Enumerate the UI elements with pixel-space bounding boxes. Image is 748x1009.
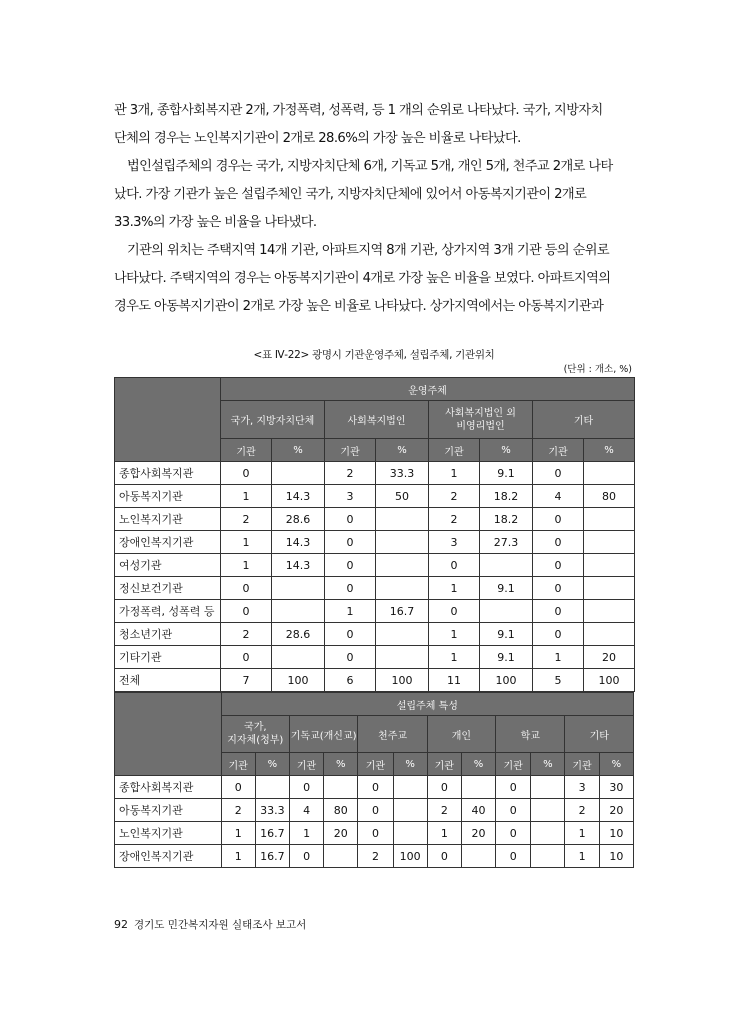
report-title: 경기도 민간복지자원 실태조사 보고서: [134, 919, 307, 931]
sub-header: %: [599, 753, 633, 776]
table-cell: [584, 531, 635, 554]
table-cell: 0: [533, 462, 584, 485]
table-cell: 18.2: [480, 485, 533, 508]
table-cell: 1: [429, 577, 480, 600]
table-cell: 1: [221, 485, 272, 508]
table-cell: 0: [533, 554, 584, 577]
table-cell: 0: [221, 577, 272, 600]
row-label: 장애인복지기관: [115, 845, 222, 868]
col-group-header: 기타: [565, 716, 634, 753]
sub-header: 기관: [427, 753, 461, 776]
row-label: 장애인복지기관: [115, 531, 221, 554]
table-cell: 16.7: [255, 845, 289, 868]
table-cell: [480, 600, 533, 623]
table-row: [115, 822, 634, 845]
table-cell: [324, 776, 358, 799]
table-cell: 0: [533, 531, 584, 554]
table-cell: 10: [599, 822, 633, 845]
sub-header: 기관: [565, 753, 599, 776]
table-caption: <표 Ⅳ-22> 광명시 기관운영주체, 설립주체, 기관위치: [253, 349, 495, 361]
table-cell: 0: [325, 623, 376, 646]
body-line: 기관의 위치는 주택지역 14개 기관, 아파트지역 8개 기관, 상가지역 3개 기관 등의 순위로: [127, 243, 610, 258]
table-cell: 100: [584, 669, 635, 692]
table-cell: 30: [599, 776, 633, 799]
table-cell: 2: [325, 462, 376, 485]
sub-header: %: [461, 753, 495, 776]
page-number: 92: [114, 918, 128, 931]
table-cell: 20: [324, 822, 358, 845]
table-cell: 0: [289, 776, 323, 799]
table-cell: 9.1: [480, 623, 533, 646]
table-cell: 1: [221, 845, 255, 868]
unit-note: (단위 : 개소, %): [563, 364, 632, 375]
table-cell: 100: [393, 845, 427, 868]
table-cell: 0: [533, 623, 584, 646]
row-header-corner: [115, 378, 221, 462]
operating-body-table: [114, 377, 635, 692]
table-cell: 40: [461, 799, 495, 822]
table-row: [115, 485, 635, 508]
table-cell: [272, 600, 325, 623]
table-cell: 80: [584, 485, 635, 508]
table-cell: 1: [221, 531, 272, 554]
col-group-header: 기독교(개신교): [289, 716, 357, 753]
table-cell: 0: [496, 845, 531, 868]
table-cell: 0: [358, 799, 393, 822]
table-cell: 2: [427, 799, 461, 822]
row-label: 노인복지기관: [115, 508, 221, 531]
sub-header: 기관: [429, 439, 480, 462]
table-cell: 2: [221, 508, 272, 531]
table-cell: 100: [480, 669, 533, 692]
table-cell: 2: [565, 799, 599, 822]
sub-header: 기관: [221, 753, 255, 776]
table-cell: [376, 646, 429, 669]
table-cell: 10: [599, 845, 633, 868]
table-cell: 1: [429, 462, 480, 485]
table-cell: [393, 799, 427, 822]
table-cell: [584, 600, 635, 623]
sub-header: %: [531, 753, 565, 776]
table-cell: 4: [289, 799, 323, 822]
table-cell: 2: [358, 845, 393, 868]
table-cell: 0: [325, 531, 376, 554]
row-label: 노인복지기관: [115, 822, 222, 845]
table-cell: 9.1: [480, 577, 533, 600]
row-label: 청소년기관: [115, 623, 221, 646]
table-cell: 0: [429, 600, 480, 623]
table-cell: [531, 799, 565, 822]
table-cell: [584, 577, 635, 600]
table-row: [115, 669, 635, 692]
col-group-header: 천주교: [358, 716, 427, 753]
table-row: [115, 845, 634, 868]
table-cell: 0: [533, 508, 584, 531]
table-cell: 16.7: [376, 600, 429, 623]
table-cell: [376, 577, 429, 600]
table-cell: 1: [221, 822, 255, 845]
row-label: 아동복지기관: [115, 485, 221, 508]
body-line: 경우도 아동복지기관이 2개로 가장 높은 비율로 나타났다. 상가지역에서는 아동복지기관과: [114, 299, 604, 314]
row-label: 정신보건기관: [115, 577, 221, 600]
table-cell: 1: [427, 822, 461, 845]
table-cell: [376, 508, 429, 531]
table-cell: 20: [599, 799, 633, 822]
table-cell: 20: [584, 646, 635, 669]
col-group-header: 국가, 지자체(청부): [221, 716, 289, 753]
sub-header: %: [393, 753, 427, 776]
table-cell: 27.3: [480, 531, 533, 554]
table-cell: [272, 646, 325, 669]
table-row: [115, 531, 635, 554]
table-cell: 1: [565, 845, 599, 868]
table-cell: 5: [533, 669, 584, 692]
table-row: [115, 776, 634, 799]
founding-body-table: [114, 692, 634, 868]
table-cell: 1: [289, 822, 323, 845]
row-label: 기타기관: [115, 646, 221, 669]
table-cell: 2: [221, 799, 255, 822]
table-cell: 1: [221, 554, 272, 577]
sub-header: 기관: [289, 753, 323, 776]
row-header-corner: [115, 693, 222, 776]
table-cell: 6: [325, 669, 376, 692]
col-group-header: 학교: [496, 716, 565, 753]
table-cell: 33.3: [376, 462, 429, 485]
table-row: [115, 554, 635, 577]
row-label: 종합사회복지관: [115, 776, 222, 799]
table-cell: 0: [325, 577, 376, 600]
body-line: 났다. 가장 기관가 높은 설립주체인 국가, 지방자치단체에 있어서 아동복지기관이 2개로: [114, 187, 587, 202]
table-cell: 11: [429, 669, 480, 692]
table-cell: [461, 776, 495, 799]
table-cell: [531, 822, 565, 845]
table-cell: [584, 623, 635, 646]
table-cell: 0: [289, 845, 323, 868]
table-cell: 9.1: [480, 646, 533, 669]
table-cell: 2: [429, 485, 480, 508]
table-cell: 1: [429, 623, 480, 646]
table-cell: 100: [272, 669, 325, 692]
table-row: [115, 799, 634, 822]
table-cell: [461, 845, 495, 868]
table-cell: [376, 623, 429, 646]
table-cell: 1: [325, 600, 376, 623]
sub-header: 기관: [358, 753, 393, 776]
table-cell: [272, 577, 325, 600]
table-cell: [531, 776, 565, 799]
table-cell: 0: [533, 577, 584, 600]
table-cell: [584, 554, 635, 577]
table-cell: [393, 776, 427, 799]
table-cell: 0: [221, 646, 272, 669]
table-cell: [376, 531, 429, 554]
group-header: 설립주체 특성: [221, 693, 633, 716]
table-cell: 0: [496, 799, 531, 822]
table-cell: 80: [324, 799, 358, 822]
sub-header: %: [480, 439, 533, 462]
table-cell: 7: [221, 669, 272, 692]
table-cell: 50: [376, 485, 429, 508]
row-label: 전체: [115, 669, 221, 692]
table-cell: 0: [496, 822, 531, 845]
sub-header: 기관: [533, 439, 584, 462]
table-cell: 3: [429, 531, 480, 554]
table-cell: 0: [358, 822, 393, 845]
sub-header: %: [255, 753, 289, 776]
table-cell: 1: [533, 646, 584, 669]
table-cell: [584, 462, 635, 485]
table-cell: 16.7: [255, 822, 289, 845]
table-cell: 1: [429, 646, 480, 669]
table-cell: 14.3: [272, 554, 325, 577]
table-row: [115, 462, 635, 485]
table-cell: 3: [565, 776, 599, 799]
table-row: [115, 646, 635, 669]
table-cell: 14.3: [272, 531, 325, 554]
table-cell: 4: [533, 485, 584, 508]
sub-header: %: [584, 439, 635, 462]
table-cell: 3: [325, 485, 376, 508]
table-cell: [393, 822, 427, 845]
table-cell: 2: [429, 508, 480, 531]
sub-header: %: [272, 439, 325, 462]
row-label: 여성기관: [115, 554, 221, 577]
table-cell: [531, 845, 565, 868]
table-cell: 0: [221, 462, 272, 485]
table-row: [115, 508, 635, 531]
table-cell: 28.6: [272, 508, 325, 531]
sub-header: %: [376, 439, 429, 462]
table-cell: 0: [325, 554, 376, 577]
table-cell: 9.1: [480, 462, 533, 485]
body-line: 법인설립주체의 경우는 국가, 지방자치단체 6개, 기독교 5개, 개인 5개, 천주교 2개로 나타: [127, 159, 613, 174]
table-row: [115, 623, 635, 646]
sub-header: %: [324, 753, 358, 776]
row-label: 아동복지기관: [115, 799, 222, 822]
body-text: [114, 97, 636, 321]
body-line: 나타났다. 주택지역의 경우는 아동복지기관이 4개로 가장 높은 비율을 보였다. 아파트지역의: [114, 271, 611, 286]
page-footer: [114, 917, 306, 932]
table-cell: 0: [358, 776, 393, 799]
col-group-header: 기타: [533, 401, 635, 439]
sub-header: 기관: [496, 753, 531, 776]
table-cell: 0: [496, 776, 531, 799]
body-line: 단체의 경우는 노인복지기관이 2개로 28.6%의 가장 높은 비율로 나타났다.: [114, 131, 521, 146]
table-cell: [376, 554, 429, 577]
table-cell: 0: [325, 646, 376, 669]
body-line: 33.3%의 가장 높은 비율을 나타냈다.: [114, 215, 317, 230]
table-cell: 0: [221, 600, 272, 623]
table-cell: 100: [376, 669, 429, 692]
group-header: 운영주체: [221, 378, 635, 401]
table-cell: [255, 776, 289, 799]
sub-header: 기관: [325, 439, 376, 462]
body-line: 관 3개, 종합사회복지관 2개, 가정폭력, 성폭력, 등 1 개의 순위로 나타났다. 국가, 지방자치: [114, 103, 603, 118]
table-cell: 28.6: [272, 623, 325, 646]
table-row: [115, 600, 635, 623]
table-row: [115, 577, 635, 600]
table-cell: 1: [565, 822, 599, 845]
col-group-header: 개인: [427, 716, 495, 753]
table-cell: 0: [221, 776, 255, 799]
table-cell: 33.3: [255, 799, 289, 822]
table-cell: 0: [427, 845, 461, 868]
table-cell: 0: [427, 776, 461, 799]
table-cell: 20: [461, 822, 495, 845]
table-cell: [272, 462, 325, 485]
table-cell: 0: [429, 554, 480, 577]
sub-header: 기관: [221, 439, 272, 462]
row-label: 종합사회복지관: [115, 462, 221, 485]
col-group-header: 국가, 지방자치단체: [221, 401, 325, 439]
table-cell: [324, 845, 358, 868]
table-cell: 2: [221, 623, 272, 646]
table-cell: 18.2: [480, 508, 533, 531]
row-label: 가정폭력, 성폭력 등: [115, 600, 221, 623]
table-cell: 0: [325, 508, 376, 531]
col-group-header: 사회복지법인 외 비영리법인: [429, 401, 533, 439]
table-cell: [480, 554, 533, 577]
col-group-header: 사회복지법인: [325, 401, 429, 439]
table-cell: 14.3: [272, 485, 325, 508]
table-cell: 0: [533, 600, 584, 623]
table-cell: [584, 508, 635, 531]
